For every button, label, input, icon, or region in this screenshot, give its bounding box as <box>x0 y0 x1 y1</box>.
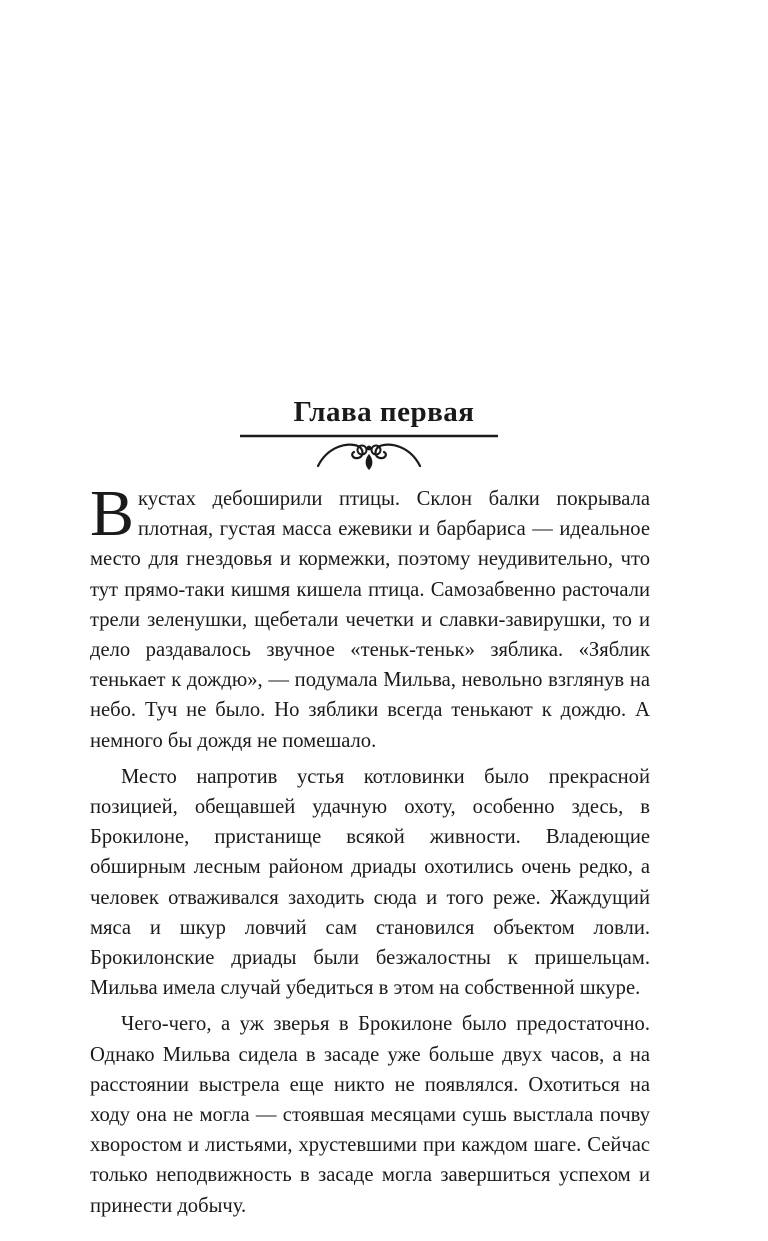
chapter-title: Глава первая <box>293 396 475 428</box>
paragraph: Вкустах дебоширили птицы. Склон балки покрывала плотная, густая масса ежевики и барбариса — идеальное место для гнездовья и кормежки, поэтому неудивительно, что тут прямо-таки кишмя кишела птица. Самозабвенно расточали трели зеленушки, щебетали чечетки и славки-завирушки, то и дело раздавалось звучное «теньк-теньк» зяблика. «Зяблик тенькает к дождю», — подумала Мильва, невольно взглянув на небо. Туч не было. Но зяблики всегда тенькают к дождю. А немного бы дождя не помешало. <box>90 477 650 752</box>
decorative-divider-icon <box>240 432 498 476</box>
paragraph: Место напротив устья котловинки было прекрасной позицией, обещавшей удачную охоту, особенно здесь, в Брокилоне, пристанище всякой живности. Владеющие обширным лесным районом дриады охотились очень редко, а человек отваживался заходить сюда и того реже. Жаждущий мяса и шкур ловчий сам становился объектом ловли. Брокилонские дриады были безжалостны к пришельцам. Мильва имела случай убедиться в этом на собственной шкуре. <box>90 765 650 1000</box>
chapter-text <box>90 477 650 1227</box>
paragraph: Чего-чего, а уж зверья в Брокилоне было предостаточно. Однако Мильва сидела в засаде уже больше двух часов, а на расстоянии выстрела еще никто не появлялся. Охотиться на ходу она не могла — стоявшая месяцами сушь выстлала почву хворостом и листьями, хрустевшими при каждом шаге. Сейчас только неподвижность в засаде могла завершиться успехом и принести добычу. <box>90 1013 650 1217</box>
